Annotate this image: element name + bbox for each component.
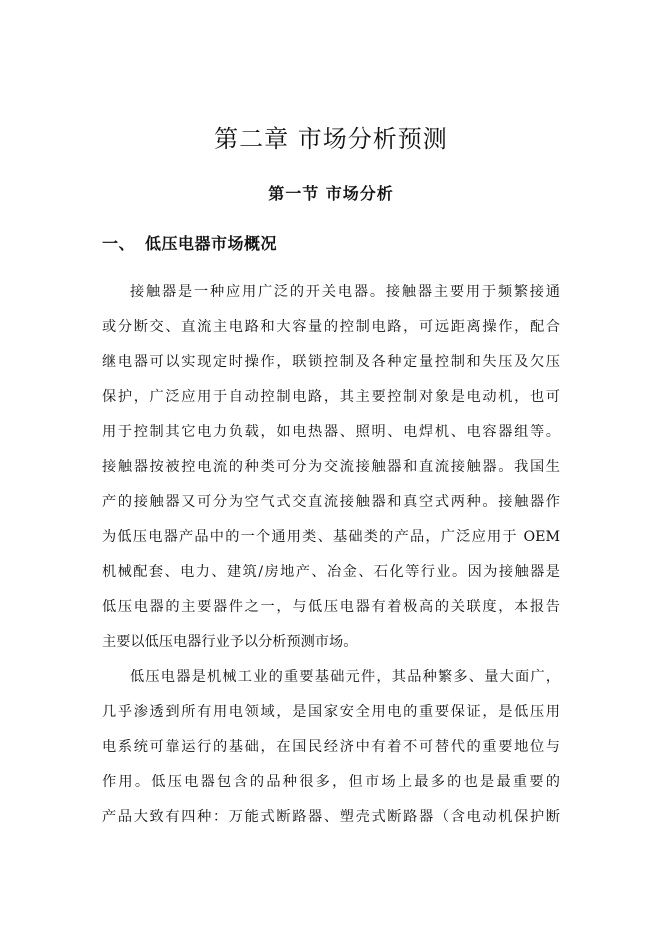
paragraph-1-line: 低压电器的主要器件之一，与低压电器有着极高的关联度，本报告: [102, 599, 560, 615]
paragraph-2-line: 低压电器是机械工业的重要基础元件，其品种繁多、量大面广，: [130, 669, 560, 685]
paragraph-1-line: 或分断交、直流主电路和大容量的控制电路，可远距离操作，配合: [102, 319, 560, 335]
paragraph-1-line: 接触器按被控电流的种类可分为交流接触器和直流接触器。我国生: [102, 459, 560, 475]
paragraph-1-line: 用于控制其它电力负载，如电热器、照明、电焊机、电容器组等。: [102, 424, 560, 440]
paragraph-2-line: 几乎渗透到所有用电领域，是国家安全用电的重要保证，是低压用: [102, 704, 560, 720]
section-title: 第一节 市场分析: [268, 184, 394, 203]
paragraph-2-line: 产品大致有四种：万能式断路器、塑壳式断路器（含电动机保护断: [102, 809, 560, 825]
paragraph-1-line: 保护，广泛应用于自动控制电路，其主要控制对象是电动机，也可: [102, 389, 560, 405]
subsection-heading: [102, 232, 277, 256]
chapter-title: 第二章 市场分析预测: [214, 125, 448, 153]
paragraph-2-line: 电系统可靠运行的基础，在国民经济中有着不可替代的重要地位与: [102, 739, 560, 755]
paragraph-1-line: 主要以低压电器行业予以分析预测市场。: [102, 634, 358, 650]
paragraph-1-line: 为低压电器产品中的一个通用类、基础类的产品，广泛应用于 OEM: [102, 529, 560, 545]
paragraph-1-line: 机械配套、电力、建筑/房地产、冶金、石化等行业。因为接触器是: [102, 564, 560, 580]
paragraph-2-line: 作用。低压电器包含的品种很多，但市场上最多的也是最重要的: [102, 774, 560, 790]
paragraph-1-line: 接触器是一种应用广泛的开关电器。接触器主要用于频繁接通: [130, 284, 560, 300]
subsection-title: 低压电器市场概况: [145, 234, 278, 253]
paragraph-1-line: 产的接触器又可分为空气式交直流接触器和真空式两种。接触器作: [102, 494, 560, 510]
paragraph-1-line: 继电器可以实现定时操作，联锁控制及各种定量控制和失压及欠压: [102, 354, 560, 370]
subsection-number: 一、: [102, 234, 136, 253]
